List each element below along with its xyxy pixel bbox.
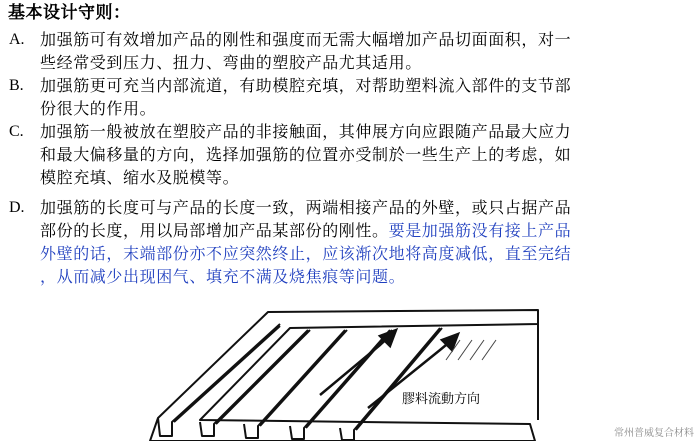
rib [216,330,310,424]
rule-letter: C. [9,123,24,140]
rule-text-line [40,219,571,242]
rule-text-line: 份很大的作用。 [40,99,157,118]
rib [356,328,442,430]
rule-letter: B. [9,77,24,94]
rule-text-segment: 部份的长度，用以局部增加产品某部份的刚性。 [40,221,389,240]
page-title: 基本设计守则： [8,3,131,23]
diagram-caption: 膠料流動方向 [400,388,482,407]
rib-diagram [140,300,560,441]
rule-text-line: 些经常受到压力、扭力、弯曲的塑胶产品尤其适用。 [40,53,422,72]
rule-text-highlight: 要是加强筋没有接上产品 [388,221,572,240]
rule-text-line: 加强筋可有效增加产品的刚性和强度而无需大幅增加产品切面面积，对一 [40,30,572,49]
rule-letter: D. [9,199,25,216]
watermark: 常州普威复合材料 [614,428,694,439]
rule-text-line: 和最大偏移量的方向，选择加强筋的位置亦受制於一些生产上的考虑，如 [40,145,572,164]
rule-text-line: 模腔充填、缩水及脱模等。 [40,168,240,187]
rule-text-highlight: ，从而减少出现困气、填充不满及烧焦痕等问题。 [40,267,406,286]
hatch-line [470,340,484,360]
rule-letter: A. [9,31,25,48]
rule-text-highlight: 外壁的话，末端部份亦不应突然终止，应该渐次地将高度减低，直至完结 [40,244,572,263]
rule-text-line: 加强筋更可充当内部流道，有助模腔充填，对帮助塑料流入部件的支节部 [40,76,572,95]
rule-text-line: 加强筋一般被放在塑胶产品的非接触面，其伸展方向应跟随产品最大应力 [40,122,572,141]
rule-text-line: 加强筋的长度可与产品的长度一致，两端相接产品的外壁，或只占据产品 [40,198,572,217]
hatch-line [458,340,472,360]
hatch-line [482,340,496,360]
